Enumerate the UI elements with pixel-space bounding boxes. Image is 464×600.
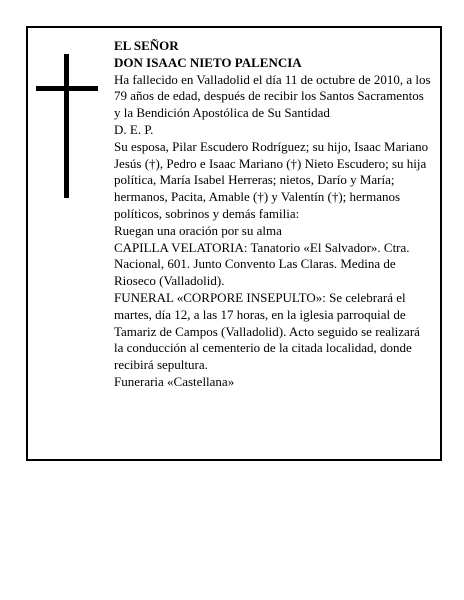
deceased-name: DON ISAAC NIETO PALENCIA bbox=[114, 54, 302, 70]
rip-line: D. E. P. bbox=[114, 121, 154, 137]
death-announcement: Ha fallecido en Valladolid el día 11 de octubre de 2010, a los 79 años de edad, después de recibir los Santos Sacramentos y la Bendición Apostólica de Su Santidad bbox=[114, 71, 431, 121]
cross-vertical-bar bbox=[64, 54, 69, 198]
funeral-home: Funeraria «Castellana» bbox=[114, 373, 235, 389]
prayer-request: Ruegan una oración por su alma bbox=[114, 222, 282, 238]
cross-icon bbox=[36, 54, 98, 198]
family-paragraph: Su esposa, Pilar Escudero Rodríguez; su hijo, Isaac Mariano Jesús (†), Pedro e Isaac Mariano (†) Nieto Escudero; su hija política, María Isabel Herreras; nietos, Darío y María; hermanos, Pacita, Amable (†) y Valentín (†); hermanos políticos, sobrinos y demás familia: bbox=[114, 138, 429, 221]
obituary-text bbox=[114, 38, 432, 391]
obituary-title: EL SEÑOR bbox=[114, 38, 179, 53]
funeral-info: FUNERAL «CORPORE INSEPULTO»: Se celebrará el martes, día 12, a las 17 horas, en la iglesia parroquial de Tamariz de Campos (Valladolid). Acto seguido se realizará la conducción al cementerio de la citada localidad, donde recibirá sepultura. bbox=[114, 289, 420, 373]
cross-horizontal-bar bbox=[36, 86, 98, 91]
chapel-info: CAPILLA VELATORIA: Tanatorio «El Salvador». Ctra. Nacional, 601. Junto Convento Las Claras. Medina de Rioseco (Valladolid). bbox=[114, 239, 410, 289]
